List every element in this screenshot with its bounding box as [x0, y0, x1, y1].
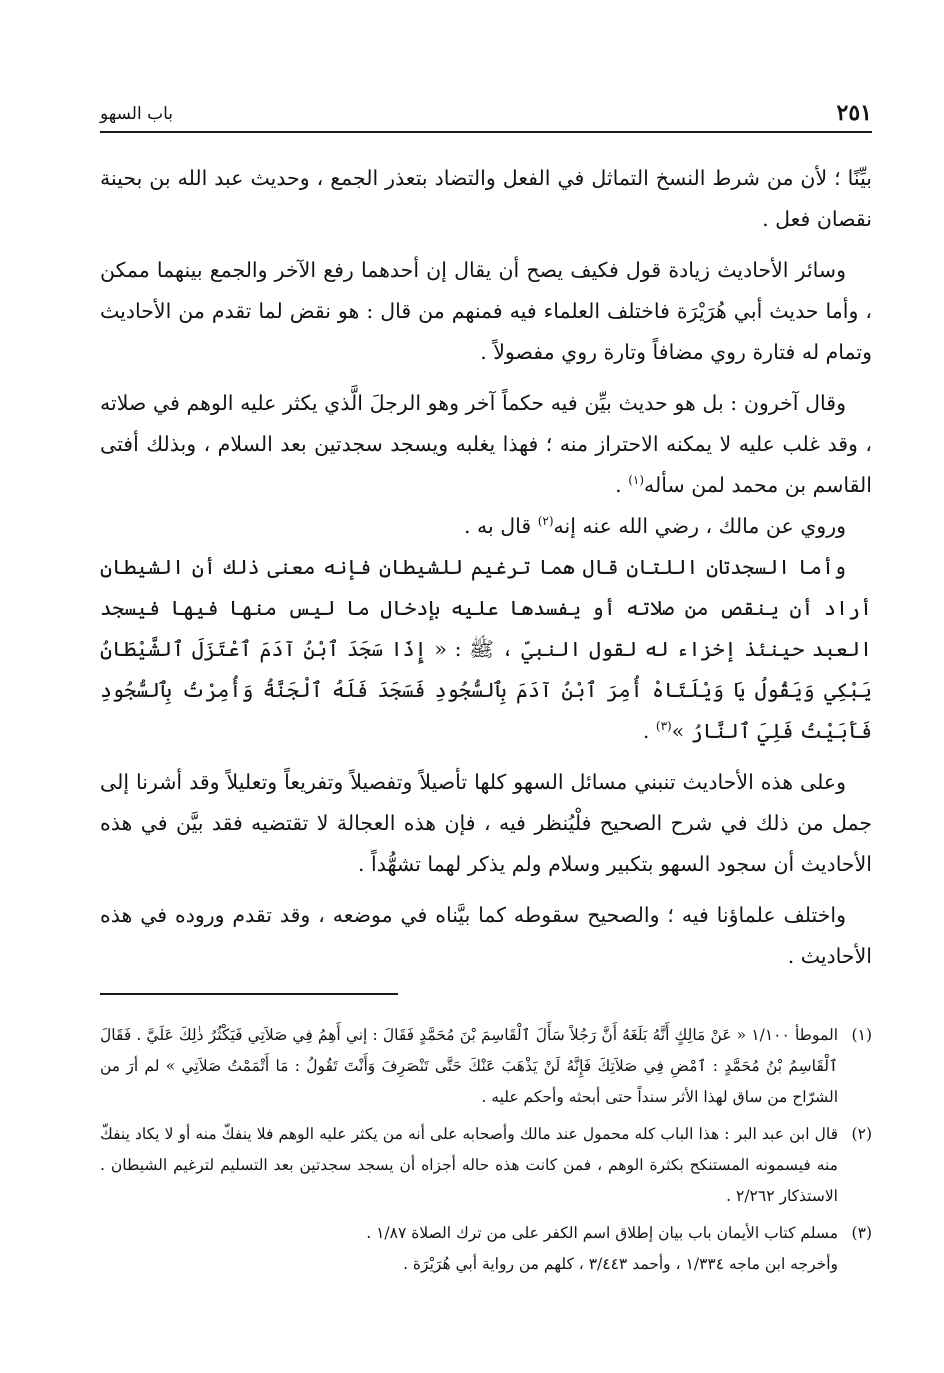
footnote-number: (١)	[851, 1026, 872, 1044]
paragraph-3-end: .	[615, 473, 629, 497]
footnote-ref-2[interactable]: (٢)	[537, 514, 554, 529]
paragraph-5-text: وأما السجدتان اللتان قال هما ترغيم للشيطان فإنه معنى ذلك أن الشيطان أراد أن ينقص من صلاته أو يفسدها عليه بإدخال ما ليس منها فيها فيسجد العبد حينئذ إخزاء له لقول النبيّ ، ﷺ : « إِذَا سَجَدَ ٱبْنُ آدَمَ ٱعْتَزَلَ ٱلشَّيْطَانُ يَبْكِي وَيَقُولُ يَا وَيْلَتَاهْ أُمِرَ ٱبْنُ آدَمَ بِٱلسُّجُودِ فَسَجَدَ فَلَهُ ٱلْجَنَّةُ وَأُمِرْتُ بِٱلسُّجُودِ فَأَبَيْتُ فَلِيَ ٱلنَّارُ »	[100, 555, 872, 743]
footnote-text: مسلم كتاب الأيمان باب بيان إطلاق اسم الكفر على من ترك الصلاة ١/٨٧ .	[366, 1224, 838, 1242]
footnote-ref-3[interactable]: (٣)	[655, 719, 672, 734]
paragraph-5-end: .	[642, 719, 656, 743]
paragraph-4-end: قال به .	[463, 514, 538, 538]
paragraph-3	[100, 383, 872, 506]
header-rule	[100, 131, 872, 133]
footnote-number: (٢)	[851, 1125, 872, 1143]
footnote-3	[100, 1218, 872, 1280]
footnote-text: قال ابن عبد البر : هذا الباب كله محمول عند مالك وأصحابه على أنه من يكثر عليه الوهم فلا ينفكّ منه أو لا يكاد ينفكّ منه فيسمونه المستنكح بكثرة الوهم ، فمن كانت هذه حاله أجزاه أن يسجد سجدتين بعد التسليم لترغيم الشيطان . الاستذكار ٢/٢٦٢ .	[100, 1125, 838, 1205]
footnote-separator	[100, 993, 398, 995]
paragraph-3-text: وقال آخرون : بل هو حديث بيِّن فيه حكماً آخر وهو الرجلَ الَّذي يكثر عليه الوهم في صلاته ، وقد غلب عليه لا يمكنه الاحتراز منه ؛ فهذا يغلبه ويسجد سجدتين بعد السلام ، وبذلك أفتى القاسم بن محمد لمن سأله	[100, 391, 872, 497]
paragraph-7: واختلف علماؤنا فيه ؛ والصحيح سقوطه كما بيَّناه في موضعه ، وقد تقدم وروده في هذه الأحاديث .	[100, 903, 872, 968]
paragraph-4-text: وروي عن مالك ، رضي الله عنه إنه	[553, 514, 846, 538]
footnote-text: الموطأ ١/١٠٠ « عَنْ مَالِكٍ أَنَّهُ بَلَغَهُ أَنَّ رَجُلاً سَأَلَ ٱلْقَاسِمَ بْنَ مُحَمَّدٍ فَقَالَ : إني أَهِمُ فِي صَلاَتِي فَيَكْثُرُ ذٰلِكَ عَلَيَّ . فَقَالَ ٱلْقَاسِمُ بْنُ مُحَمَّدٍ : ٱمْضِ فِي صَلاَتِكَ فَإِنَّهُ لَنْ يَذْهَبَ عَنْكَ حَتَّى تَنْصَرِفَ وَأَنْتَ تَقُولُ : مَا أَتْمَمْتُ صَلاَتِي » لم أرَ من الشرّاح من ساق لهذا الأثر سنداً حتى أبحثه وأحكم عليه .	[100, 1026, 838, 1106]
footnotes	[100, 1020, 872, 1286]
footnote-text-continued: وأخرجه ابن ماجه ١/٣٣٤ ، وأحمد ٣/٤٤٣ ، كلهم من رواية أبي هُرَيْرَة .	[403, 1255, 838, 1273]
paragraph-6: وعلى هذه الأحاديث تنبني مسائل السهو كلها تأصيلاً وتفصيلاً وتفريعاً وتعليلاً وقد أشرنا إلى جمل من ذلك في شرح الصحيح فلْيُنظر فيه ، فإن هذه العجالة لا تقتضيه فقد بيَّن في هذه الأحاديث أن سجود السهو بتكبير وسلام ولم يذكر لهما تشهُّداً .	[100, 770, 872, 876]
page-number: ٢٥١	[836, 100, 872, 126]
footnote-ref-1[interactable]: (١)	[628, 473, 645, 488]
paragraph-2: وسائر الأحاديث زيادة قول فكيف يصح أن يقال إن أحدهما رفع الآخر والجمع بينهما ممكن ، وأما حديث أبي هُرَيْرَة فاختلف العلماء فيه فمنهم من قال : هو نقض لما تقدم من الأحاديث وتمام له فتارة روي مضافاً وتارة روي مفصولاً .	[100, 258, 872, 364]
paragraph-1: بيِّنًا ؛ لأن من شرط النسخ التماثل في الفعل والتضاد بتعذر الجمع ، وحديث عبد الله بن بحينة نقصان فعل .	[100, 166, 872, 231]
footnote-number: (٣)	[851, 1224, 872, 1242]
footnote-2	[100, 1119, 872, 1212]
main-text	[100, 158, 872, 987]
footnote-1	[100, 1020, 872, 1113]
paragraph-5	[100, 547, 872, 752]
running-title: باب السهو	[100, 104, 174, 124]
page-header	[100, 96, 872, 130]
paragraph-4	[100, 506, 872, 547]
